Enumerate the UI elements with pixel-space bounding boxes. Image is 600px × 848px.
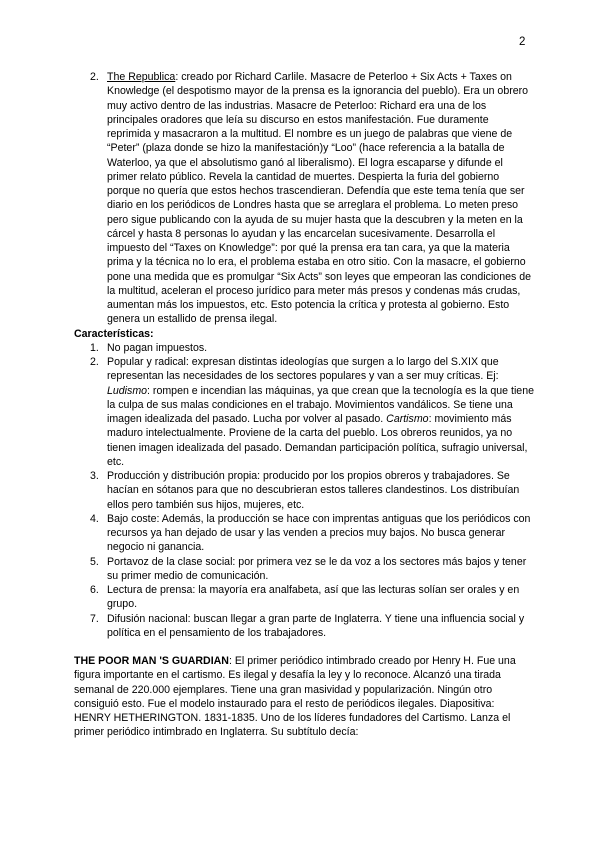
republica-title: The Republica (107, 71, 176, 83)
guardian-paragraph (74, 654, 534, 740)
ludismo-term: Ludismo (107, 384, 148, 397)
list-item (74, 469, 534, 512)
list-item-text: : rompen e incendian las máquinas, ya que crean que la tecnología es la que tiene la culpa de sus malas condiciones en el trabajo. Movimientos vandálicos. Se tiene una imagen idealizada del pasado. Lucha por volver al pasado. (107, 384, 534, 425)
republica-list (74, 70, 534, 327)
list-item-text: No pagan impuestos. (107, 341, 208, 354)
page-number: 2 (519, 36, 526, 48)
list-item-text: Portavoz de la clase social: por primera vez se le da voz a los sectores más bajos y tener su primer medio de comunicación. (107, 555, 527, 582)
list-item (74, 341, 534, 355)
list-number: 1. (90, 341, 99, 354)
list-item-text: Bajo coste: Además, la producción se hace con imprentas antiguas que los periódicos con recursos ya han dejado de usar y las venden a precios muy bajos. No busca generar negocio ni ganancia. (107, 512, 531, 554)
list-number: 7. (90, 612, 99, 625)
guardian-title: THE POOR MAN 'S GUARDIAN (74, 655, 229, 667)
cartismo-term: Cartismo (386, 413, 429, 425)
list-item-text: Popular y radical: expresan distintas ideologías que surgen a lo largo del S.XIX que representan las necesidades de los sectores populares y van a ser muy críticas. Ej: (107, 356, 499, 383)
list-item (74, 555, 534, 584)
list-item-text: Producción y distribución propia: producido por los propios obreros y trabajadores. Se hacían en sótanos para que no descubrieran estos talleres clandestinos. Los distribuían ellos pero también sus hijos, mujeres, etc. (107, 470, 520, 511)
list-number: 2. (90, 356, 99, 368)
characteristics-heading: Características: (74, 327, 154, 340)
list-item (74, 70, 534, 327)
list-number: 2. (90, 71, 99, 83)
list-item (74, 355, 534, 469)
republica-text: : creado por Richard Carlile. Masacre de Peterloo + Six Acts + Taxes on Knowledge (el despotismo mayor de la prensa es la ignorancia del pueblo). Era un obrero muy activo dentro de las industrias. Masacre de Peterloo: Richard era una de los principales oradores que leía su discurso en estos manifestación. Fue duramente reprimida y masacraron a la multitud. El nombre es un juego de palabras que viene de “Peter” (plaza donde se hizo la manifestación)y “Loo” (hace referencia a la batalla de Waterloo, ya que el absolutismo ganó al liberalismo). El logra escaparse y difunde el primer relato público. Revela la cantidad de muertes. Despierta la furia del gobierno porque no quería que estos hechos trascendieran. Defendía que este tema tenía que ser diario en los periódicos de Londres hasta que se arreglara el problema. Lo meten preso pero sigue publicando con la ayuda de su mujer hasta que la descubren y la meten en la cárcel y hasta 8 personas lo ayudan y las encarcelan sucesivamente. Desarrolla el impuesto del “Taxes on Knowledge”: por qué la prensa era tan cara, ya que la materia prima y la técnica no lo era, el problema estaba en otro sitio. Con la masacre, el gobierno pone una medida que es promulgar “Six Acts” son leyes que empeoran las condiciones de la multitud, aceleran el proceso jurídico para meter más presos y condenas más crudas, aumentan más los impuestos, etc. Esto potencia la crítica y protesta al gobierno. Esto genera un estallido de prensa ilegal. (107, 71, 532, 326)
guardian-text: : El primer periódico intimbrado creado por Henry H. Fue una figura importante en el cartismo. Es ilegal y desafía la ley y lo reconoce. Alcanzó una tirada semanal de 220.000 ejemplares. Tiene una gran masividad y popularización. Ningún otro consiguió esto. Fue el modelo instaurado para el resto de periódicos ilegales. Diapositiva: HENRY HETHERINGTON. 1831-1835. Uno de los líderes fundadores del Cartismo. Lanza el primer periódico intimbrado en Inglaterra. Su subtítulo decía: (74, 655, 516, 739)
list-item-text: Lectura de prensa: la mayoría era analfabeta, así que las lecturas solían ser orales y en grupo. (107, 584, 520, 611)
document-body (74, 70, 534, 740)
list-number: 6. (90, 584, 99, 596)
list-item-text: : movimiento más maduro intelectualmente. Proviene de la carta del pueblo. Los obreros reunidos, ya no tienen imagen idealizada del pasado. Demandan participación política, sufragio universal, etc. (107, 413, 528, 468)
list-number: 4. (90, 512, 99, 525)
list-number: 3. (90, 470, 99, 482)
characteristics-list (74, 341, 534, 640)
list-item-text: Difusión nacional: buscan llegar a gran parte de Inglaterra. Y tiene una influencia social y política en el pensamiento de los trabajadores. (107, 612, 525, 639)
list-number: 5. (90, 555, 99, 568)
list-item (74, 583, 534, 612)
list-item (74, 512, 534, 555)
list-item (74, 612, 534, 641)
